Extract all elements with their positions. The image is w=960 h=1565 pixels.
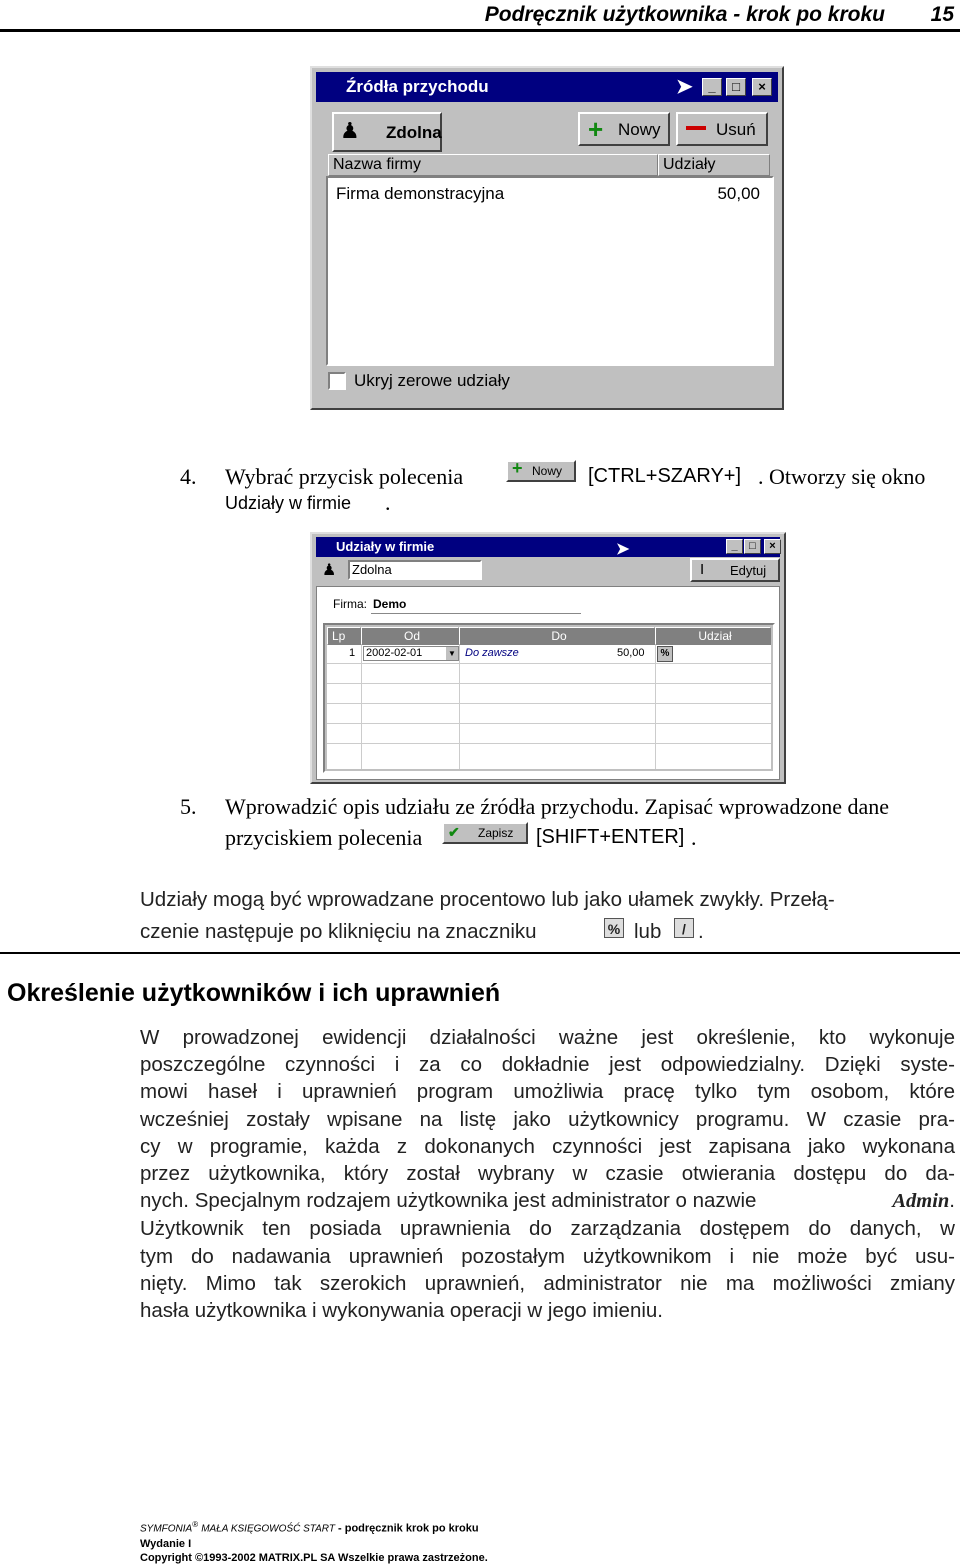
hide-zero-label: Ukryj zerowe udziały — [354, 371, 510, 390]
note-line2: czenie następuje po kliknięciu na znaczniku — [140, 920, 537, 943]
entity-name: Zdolna — [352, 562, 392, 577]
close-button[interactable]: × — [752, 78, 772, 96]
percent-toggle-icon[interactable]: % — [657, 646, 673, 662]
cell-lp: 1 — [349, 647, 356, 659]
column-header-udzial[interactable]: Udział — [655, 627, 771, 645]
firma-label: Firma: — [333, 597, 367, 611]
edit-button[interactable] — [690, 558, 780, 582]
maximize-button[interactable]: □ — [744, 539, 761, 554]
paragraph-line: W prowadzonej ewidencji działalności ważne jest określenie, kto wykonuje — [140, 1026, 955, 1049]
column-header-do[interactable]: Do — [459, 627, 655, 645]
window-titlebar — [316, 537, 780, 557]
entity-field[interactable] — [348, 560, 482, 580]
footer-product-line — [140, 1518, 488, 1537]
section-heading: Określenie użytkowników i ich uprawnień — [7, 979, 501, 1007]
step-text: Wybrać przycisk polecenia — [225, 464, 464, 489]
percent-icon: % — [604, 918, 624, 938]
col-divider — [655, 645, 656, 769]
col-divider — [361, 645, 362, 769]
footer-reg: ® — [192, 1520, 199, 1529]
window-name: Udziały w firmie — [225, 493, 352, 513]
column-header-od[interactable]: Od — [361, 627, 459, 645]
close-button[interactable]: × — [764, 539, 781, 554]
paragraph-line: tym do nadawania uprawnień pozostałym użytkownikom i nie może być usu- — [140, 1244, 955, 1268]
row-divider — [327, 683, 771, 684]
paragraph-line: hasła użytkownika i wykonywania operacji w jego imieniu. — [140, 1299, 664, 1323]
section-rule — [0, 952, 960, 954]
list-item-shares[interactable]: 50,00 — [717, 184, 760, 203]
paragraph-line: przez użytkownika, który został wybrany w czasie otwierania dostępu do da- — [140, 1162, 955, 1186]
admin-word: Admin — [892, 1190, 950, 1213]
row-divider — [327, 703, 771, 704]
list-item-company[interactable]: Firma demonstracyjna — [336, 184, 505, 203]
admin-term — [892, 1187, 955, 1215]
page-header — [0, 0, 960, 32]
paragraph-line: mowi haseł i uprawnień program umożliwia pracę tylko tym osobom, które — [140, 1080, 955, 1104]
window-title: Źródła przychodu — [346, 77, 489, 96]
inline-save-button — [442, 822, 528, 844]
step-number: 4. — [180, 464, 197, 489]
checkmark-icon: ✔ — [448, 824, 460, 840]
hide-zero-checkbox[interactable] — [328, 372, 346, 390]
step-text: Wprowadzić opis udziału ze źródła przychodu. Zapisać wprowadzone dane — [225, 794, 889, 819]
window-title: Udziały w firmie — [336, 539, 435, 554]
firma-value: Demo — [373, 597, 407, 611]
step-number: 5. — [180, 794, 197, 819]
paragraph-line: wcześniej zostały wpisane na listę jako użytkownicy programu. W czasie pra- — [140, 1107, 955, 1131]
mouse-cursor-icon: ➤ — [616, 541, 630, 558]
entity-selector[interactable] — [332, 112, 442, 152]
fraction-icon: / — [674, 918, 694, 938]
footer — [140, 1518, 488, 1565]
column-header-shares[interactable]: Udziały — [658, 154, 770, 176]
window-titlebar — [316, 72, 778, 102]
mouse-cursor-icon: ➤ — [676, 76, 693, 98]
paragraph-text: nych. Specjalnym rodzajem użytkownika jest administrator o nazwie — [140, 1189, 763, 1213]
edit-button-label: Edytuj — [730, 563, 767, 578]
person-icon: ♟ — [322, 562, 337, 579]
minimize-button[interactable]: _ — [702, 78, 722, 96]
paragraph-line — [140, 1187, 955, 1215]
page-number: 15 — [930, 3, 954, 26]
inline-button-label: Zapisz — [478, 826, 514, 840]
paragraph-line: nięty. Mimo tak szerokich uprawnień, administrator nie ma możliwości zmiany — [140, 1271, 955, 1295]
note-end: . — [698, 920, 704, 943]
content-panel — [316, 586, 780, 780]
step-end: . — [385, 490, 391, 515]
admin-end: . — [949, 1189, 955, 1213]
shortcut: [CTRL+SZARY+] — [588, 465, 742, 487]
column-header-company[interactable]: Nazwa firmy — [328, 154, 658, 176]
inline-new-button — [506, 460, 576, 482]
new-button-label: Nowy — [618, 120, 661, 139]
plus-icon: + — [588, 114, 604, 144]
income-list[interactable] — [326, 176, 774, 366]
paragraph-line: Użytkownik ten posiada uprawnienia do zarządzania dostępem do danych, w — [140, 1217, 955, 1241]
footer-rest: - podręcznik krok po kroku — [338, 1522, 479, 1535]
new-button[interactable] — [578, 112, 670, 146]
col-divider — [459, 645, 460, 769]
cell-od[interactable] — [363, 646, 459, 661]
footer-edition: Wydanie I — [140, 1537, 192, 1550]
income-sources-window — [310, 66, 784, 410]
column-header-lp[interactable]: Lp — [327, 627, 361, 645]
row-divider — [327, 743, 771, 744]
minimize-button[interactable]: _ — [726, 539, 743, 554]
footer-product: SYMFONIA — [140, 1523, 193, 1535]
row-divider — [327, 723, 771, 724]
minus-icon — [686, 126, 706, 130]
date-value: 2002-02-01 — [366, 647, 423, 659]
footer-subtitle: MAŁA KSIĘGOWOŚĆ START — [201, 1523, 335, 1535]
footer-copyright: Copyright ©1993-2002 MATRIX.PL SA Wszelkie prawa zastrzeżone. — [140, 1551, 488, 1564]
maximize-button[interactable]: □ — [726, 78, 746, 96]
header-title: Podręcznik użytkownika - krok po kroku — [484, 3, 885, 26]
cell-udzial: 50,00 — [617, 647, 645, 659]
cell-do: Do zawsze — [465, 647, 519, 659]
entity-name: Zdolna — [386, 123, 442, 142]
note-line1: Udziały mogą być wprowadzane procentowo lub jako ułamek zwykły. Przełą- — [140, 888, 835, 911]
dropdown-arrow-icon[interactable]: ▼ — [446, 647, 458, 660]
shares-window — [310, 532, 786, 784]
paragraph-line: poszczególne czynności i za co dokładnie jest odpowiedzialny. Dzięki syste- — [140, 1053, 955, 1077]
firma-underline — [371, 613, 581, 614]
inline-button-label: Nowy — [532, 464, 563, 478]
paragraph-line: cy w programie, każda z dokonanych czynności jest zapisana jako wykonana — [140, 1134, 955, 1158]
table-body — [327, 645, 771, 769]
step-text-line2: przyciskiem polecenia — [225, 825, 423, 850]
step-end: . — [691, 825, 697, 850]
step-5 — [180, 794, 960, 854]
step-text-after: . Otworzy się okno — [758, 464, 926, 489]
delete-button[interactable] — [676, 112, 768, 146]
note — [140, 888, 960, 950]
step-4 — [180, 458, 960, 524]
plus-icon: + — [512, 458, 523, 478]
table-row[interactable] — [327, 645, 771, 664]
section-paragraph — [140, 1024, 955, 1324]
shares-table[interactable] — [323, 623, 775, 773]
person-icon: ♟ — [340, 118, 360, 143]
text-cursor-icon: I — [700, 561, 705, 578]
delete-button-label: Usuń — [716, 120, 756, 139]
note-lub: lub — [634, 920, 662, 943]
shortcut: [SHIFT+ENTER] — [536, 826, 685, 848]
